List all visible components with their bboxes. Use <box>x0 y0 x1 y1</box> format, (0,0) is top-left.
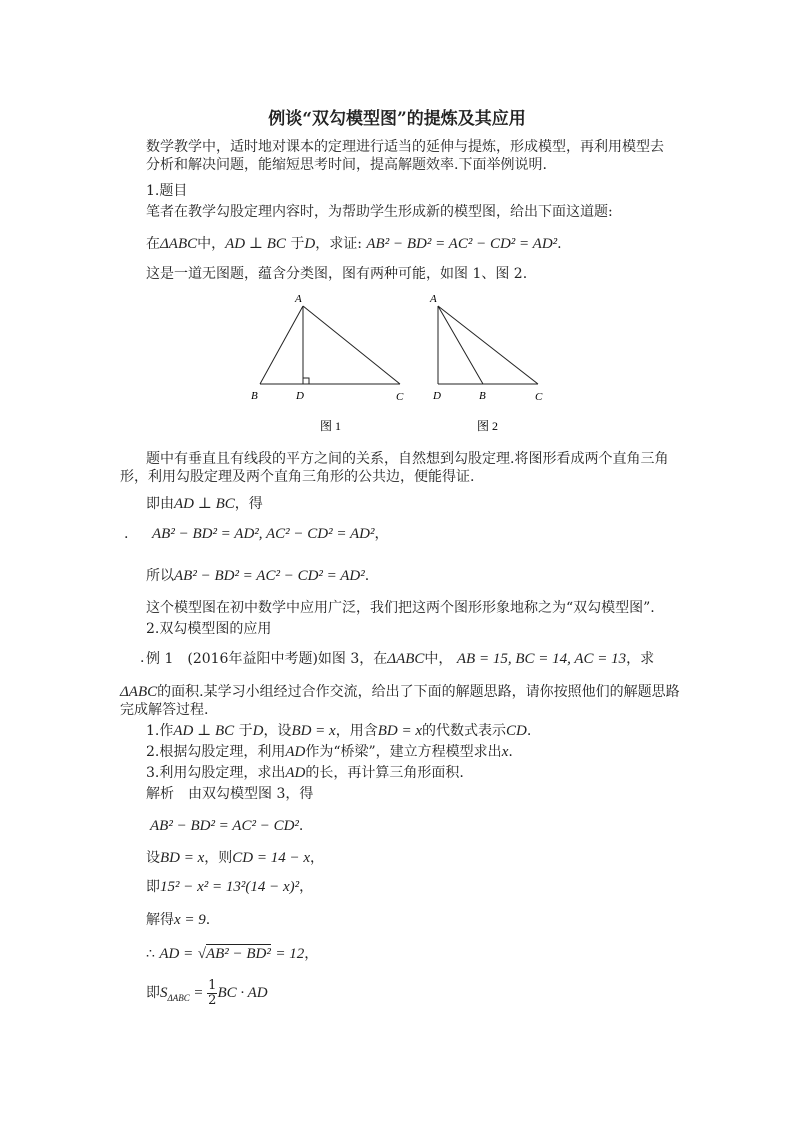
analysis-text: 题中有垂直且有线段的平方之间的关系，自然想到勾股定理.将图形看成两个直角三角形，利用勾股定理及两个直角三角形的公共边，便能得证. <box>120 451 669 485</box>
step-1 <box>146 722 726 740</box>
radicand: AB² − BD² <box>205 946 271 962</box>
text: 1.作 <box>146 723 174 739</box>
fig2-caption: 图 2 <box>477 419 499 433</box>
math: D <box>304 236 316 252</box>
solution-eq-1 <box>150 817 730 835</box>
text: 设 <box>146 850 160 866</box>
fig1-ab <box>260 306 303 384</box>
equals-sign: = <box>194 985 203 1001</box>
solution-heading: 解析 由双勾模型图 3，得 <box>146 786 314 802</box>
text: 作为“桥梁”，建立方程模型求出 <box>305 744 502 760</box>
fig2-ab <box>438 306 483 384</box>
text: 中， <box>424 651 453 667</box>
text: 中， <box>197 236 226 252</box>
text: ，设 <box>263 723 292 739</box>
text: . <box>205 912 211 928</box>
math: 15² − x² = 13²(14 − x)² <box>160 879 300 895</box>
math: BC · AD <box>217 985 268 1001</box>
math: x <box>501 744 509 760</box>
math: S <box>160 985 168 1001</box>
text: 即由 <box>146 496 174 512</box>
section1-heading: 1.题目 <box>146 183 188 199</box>
math: AD ⊥ BC <box>174 496 235 512</box>
text: 解得 <box>146 912 174 928</box>
model-name-paragraph: 这个模型图在初中数学中应用广泛，我们把这两个图形形象地称之为“双勾模型图”. <box>146 600 655 616</box>
math: AD <box>285 765 306 781</box>
math: AD ⊥ BC <box>173 723 235 739</box>
therefore-symbol: ∴ <box>146 946 155 962</box>
example1-line1 <box>146 650 726 668</box>
text: ， <box>310 850 325 866</box>
example1-line2 <box>120 683 680 719</box>
analysis-paragraph <box>120 450 680 486</box>
solution-eq-6 <box>146 978 726 1012</box>
text: 的代数式表示 <box>422 723 506 739</box>
intro-text: 数学教学中，适时地对课本的定理进行适当的延伸与提炼，形成模型，再利用模型去分析和解决问题，能缩短思考时间，提高解题效率.下面举例说明. <box>146 139 664 173</box>
math: ΔABC <box>387 651 425 667</box>
intro-paragraph <box>146 138 676 174</box>
text: 的长，再计算三角形面积. <box>305 765 464 781</box>
subscript: ΔABC <box>167 992 190 1003</box>
problem-statement <box>146 235 726 253</box>
right-angle-mark <box>303 378 309 384</box>
solution-eq-3 <box>146 878 726 896</box>
text: 2.根据勾股定理，利用 <box>146 744 286 760</box>
figure-1 <box>251 293 404 433</box>
fig2-label-d: D <box>433 390 441 402</box>
derivation-line <box>146 495 726 513</box>
text: ， <box>299 879 314 895</box>
solution-eq-4 <box>146 911 726 929</box>
solution-eq-2 <box>146 849 726 867</box>
math: AD = <box>159 946 194 962</box>
fig2-ac <box>438 306 538 384</box>
text: 所以 <box>146 568 174 584</box>
math: D <box>252 723 264 739</box>
fig1-caption: 图 1 <box>320 419 342 433</box>
section1-intro: 笔者在教学勾股定理内容时，为帮助学生形成新的模型图，给出下面这道题: <box>146 204 613 220</box>
math: AB = 15, BC = 14, AC = 13 <box>456 651 627 667</box>
text: ，则 <box>204 850 233 866</box>
text: 例 1 (2016年益阳中考题)如图 3，在 <box>146 651 388 667</box>
figure-2 <box>429 293 543 433</box>
numerator: 1 <box>208 977 217 993</box>
conclusion-line <box>146 567 726 585</box>
text: ，求 <box>626 651 655 667</box>
text: ，用含 <box>335 723 378 739</box>
text: . <box>508 744 513 760</box>
math: CD <box>506 723 527 739</box>
text: ，得 <box>234 496 263 512</box>
step-3 <box>146 764 726 782</box>
math: BD = x <box>291 723 336 739</box>
text: . <box>526 723 532 739</box>
text: ， <box>304 946 319 962</box>
step-2 <box>146 743 726 761</box>
text: . <box>298 818 304 834</box>
text: 3.利用勾股定理，求出 <box>146 765 286 781</box>
math: AB² − BD² = AC² − CD² <box>150 818 299 834</box>
text: 即 <box>146 879 160 895</box>
denominator: 2 <box>208 992 217 1008</box>
text: . <box>557 236 562 252</box>
math: = 12 <box>275 946 305 962</box>
fig2-label-b: B <box>479 390 486 402</box>
text: 即 <box>146 985 160 1001</box>
math: AB² − BD² = AD², AC² − CD² = AD² <box>152 526 375 542</box>
fraction <box>207 979 217 1008</box>
section2-heading: 2.双勾模型图的应用 <box>146 621 272 637</box>
text: 于 <box>238 723 253 739</box>
math: ΔABC <box>160 236 198 252</box>
math: AB² − BD² = AC² − CD² = AD² <box>174 568 365 584</box>
text: ，求证: <box>315 236 362 252</box>
text: ， <box>374 526 389 542</box>
math: BD = x <box>160 850 205 866</box>
fig1-ac <box>303 306 400 384</box>
page-title: 例谈“双勾模型图”的提炼及其应用 <box>268 109 526 129</box>
equation-1 <box>152 525 732 543</box>
math: AB² − BD² = AC² − CD² = AD² <box>366 236 558 252</box>
margin-dot: . <box>140 650 145 666</box>
solution-eq-5: ∴ AD = √AB² − BD² = 12， <box>146 946 319 962</box>
fig1-label-d: D <box>296 390 304 402</box>
fig1-label-c: C <box>396 391 404 403</box>
text: . <box>364 568 370 584</box>
math: x = 9 <box>174 912 206 928</box>
fig2-label-a: A <box>430 293 437 305</box>
math: AD <box>285 744 306 760</box>
math: ΔABC <box>120 684 158 700</box>
text: 的面积.某学习小组经过合作交流，给出了下面的解题思路，请你按照他们的解题思路完成解答过程. <box>120 684 680 718</box>
fig2-label-c: C <box>535 391 543 403</box>
text: 于 <box>290 236 305 252</box>
math: AD ⊥ BC <box>225 236 286 252</box>
text: 在 <box>146 236 160 252</box>
fig1-label-b: B <box>251 390 258 402</box>
margin-dot: . <box>124 526 129 542</box>
fig1-label-a: A <box>295 293 302 305</box>
figure-intro: 这是一道无图题，蕴含分类图，图有两种可能，如图 1、图 2. <box>146 266 528 282</box>
math: BD = x <box>377 723 422 739</box>
figures <box>240 288 570 438</box>
math: CD = 14 − x <box>232 850 311 866</box>
